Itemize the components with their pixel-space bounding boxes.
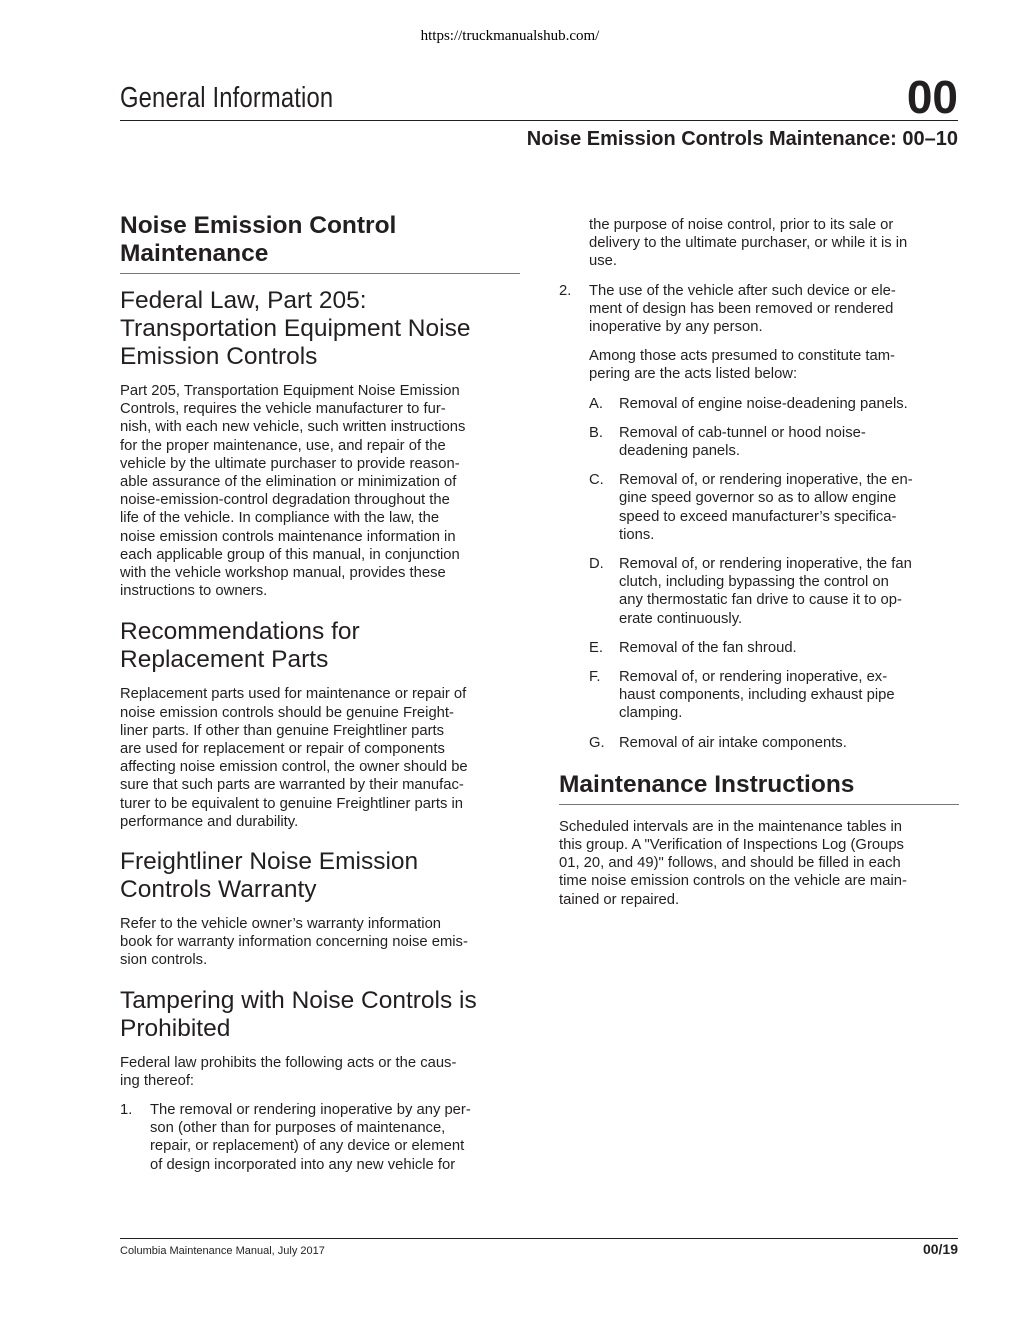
text-line: Scheduled intervals are in the maintenance tables in: [559, 818, 903, 835]
text-line: noise emission controls maintenance information in: [120, 528, 456, 545]
text-line: The use of the vehicle after such device or ele-: [589, 282, 896, 299]
text-line: clutch, including bypassing the control on: [619, 574, 889, 591]
tampering-acts-intro: [559, 347, 959, 383]
list-item: [589, 734, 959, 752]
main-heading-rule: [120, 273, 520, 274]
federal-law-heading: [120, 287, 520, 371]
list-marker: 1.: [120, 1102, 133, 1119]
text-line: instructions to owners.: [120, 583, 268, 600]
text-line: tained or repaired.: [559, 891, 680, 908]
text-line: any thermostatic fan drive to cause it to op-: [619, 592, 902, 609]
text-line: nish, with each new vehicle, such written instructions: [120, 419, 466, 436]
warranty-heading: [120, 848, 520, 904]
text-line: with the vehicle workshop manual, provides these: [120, 565, 446, 582]
section-title: General Information: [120, 82, 334, 114]
text-line: Replacement parts used for maintenance or repair of: [120, 686, 467, 703]
text-line: this group. A "Verification of Inspections Log (Groups: [559, 837, 904, 854]
list-marker: 2.: [559, 282, 572, 299]
list-item: [589, 639, 959, 657]
text-line: noise emission controls should be genuine Freight-: [120, 704, 454, 721]
list-marker: E.: [589, 639, 603, 656]
list-item: [589, 471, 959, 544]
text-line: inoperative by any person.: [589, 319, 763, 336]
list-item-text: [619, 668, 959, 723]
list-item-text: [619, 734, 959, 752]
text-line: for the proper maintenance, use, and repair of the: [120, 437, 446, 454]
text-line: Transportation Equipment Noise: [120, 315, 471, 342]
federal-law-body: [120, 382, 520, 600]
text-line: sure that such parts are warranted by their manufac-: [120, 777, 464, 794]
text-line: Removal of, or rendering inoperative, the en-: [619, 472, 913, 489]
tampering-body: [120, 1054, 520, 1090]
text-line: Tampering with Noise Controls is: [120, 986, 477, 1014]
main-heading: [120, 212, 520, 268]
text-line: speed to exceed manufacturer’s specifica-: [619, 508, 897, 525]
list-marker: A.: [589, 395, 603, 412]
text-line: performance and durability.: [120, 813, 299, 830]
text-line: son (other than for purposes of maintenance,: [150, 1120, 446, 1137]
text-line: Noise Emission Control: [120, 212, 397, 239]
left-column: [120, 212, 520, 1174]
text-line: gine speed governor so as to allow engine: [619, 490, 897, 507]
text-line: The removal or rendering inoperative by any per-: [150, 1102, 471, 1119]
maintenance-instructions-heading: Maintenance Instructions: [559, 770, 855, 798]
list-marker: D.: [589, 556, 604, 573]
header-rule: [120, 120, 958, 121]
list-item-text: [619, 424, 959, 460]
list-item-text: [150, 1101, 520, 1174]
text-line: Replacement Parts: [120, 646, 329, 674]
text-line: Federal Law, Part 205:: [120, 287, 367, 314]
source-url[interactable]: https://truckmanualshub.com/: [420, 28, 600, 44]
list-item-text: [619, 555, 959, 628]
text-line: turer to be equivalent to genuine Freightliner parts in: [120, 795, 464, 812]
text-line: Removal of cab-tunnel or hood noise-: [619, 424, 866, 441]
recommendations-heading: [120, 618, 520, 674]
text-line: repair, or replacement) of any device or element: [150, 1138, 465, 1155]
text-line: Freightliner Noise Emission: [120, 848, 419, 876]
list-marker: C.: [589, 472, 604, 489]
list-item: [589, 668, 959, 723]
text-line: time noise emission controls on the vehicle are main-: [559, 873, 907, 890]
text-line: Among those acts presumed to constitute tam-: [589, 348, 895, 365]
maintenance-instructions-body: [559, 818, 959, 909]
text-line: Removal of air intake components.: [619, 734, 847, 751]
text-line: able assurance of the elimination or minimization of: [120, 474, 457, 491]
list-item: [589, 424, 959, 460]
list-item-text: [619, 639, 959, 657]
text-line: pering are the acts listed below:: [589, 366, 798, 383]
text-line: Emission Controls: [120, 343, 318, 370]
text-line: Maintenance: [120, 240, 269, 267]
recommendations-body: [120, 685, 520, 831]
text-line: ment of design has been removed or rendered: [589, 300, 894, 317]
text-line: Removal of, or rendering inoperative, the fan: [619, 556, 912, 573]
text-line: Removal of, or rendering inoperative, ex-: [619, 669, 888, 686]
text-line: affecting noise emission control, the owner should be: [120, 759, 468, 776]
text-line: Prohibited: [120, 1014, 231, 1042]
list-item-continuation: [559, 216, 959, 271]
text-line: are used for replacement or repair of components: [120, 741, 445, 758]
text-line: Controls, requires the vehicle manufacturer to fur-: [120, 401, 446, 418]
text-line: life of the vehicle. In compliance with the law, the: [120, 510, 440, 527]
group-number: 00: [906, 71, 958, 123]
text-line: erate continuously.: [619, 610, 743, 627]
text-line: the purpose of noise control, prior to its sale or: [589, 217, 894, 233]
text-line: delivery to the ultimate purchaser, or while it is in: [589, 235, 908, 252]
list-item: [589, 395, 959, 413]
tampering-acts-list: [559, 395, 959, 752]
text-line: book for warranty information concerning noise emis-: [120, 934, 468, 951]
list-item-text: [589, 282, 959, 337]
text-line: noise-emission-control degradation throughout the: [120, 492, 450, 509]
list-marker: B.: [589, 424, 603, 441]
text-line: haust components, including exhaust pipe: [619, 687, 895, 704]
text-line: Part 205, Transportation Equipment Noise Emission: [120, 383, 460, 399]
text-line: tions.: [619, 526, 655, 543]
text-line: liner parts. If other than genuine Freightliner parts: [120, 722, 445, 739]
text-line: of design incorporated into any new vehicle for: [150, 1156, 456, 1173]
text-line: use.: [589, 253, 617, 270]
warranty-body: [120, 915, 520, 970]
text-line: ing thereof:: [120, 1072, 195, 1089]
text-line: Recommendations for: [120, 618, 360, 646]
text-line: Removal of engine noise-deadening panels.: [619, 395, 908, 412]
footer-rule: [120, 1238, 958, 1239]
manual-name: Columbia Maintenance Manual, July 2017: [120, 1245, 325, 1257]
text-line: sion controls.: [120, 952, 208, 969]
list-item: [559, 282, 959, 337]
text-line: Removal of the fan shroud.: [619, 639, 797, 656]
list-item: [120, 1101, 520, 1174]
list-item-text: [619, 395, 959, 413]
tampering-heading: [120, 987, 520, 1043]
list-item: [589, 555, 959, 628]
list-marker: F.: [589, 669, 601, 686]
list-marker: G.: [589, 734, 605, 751]
page-number: 00/19: [922, 1241, 958, 1257]
right-column: [559, 216, 959, 909]
text-line: vehicle by the ultimate purchaser to provide reason-: [120, 455, 460, 472]
text-line: Refer to the vehicle owner’s warranty information: [120, 916, 442, 933]
list-item-text: [619, 471, 959, 544]
text-line: Federal law prohibits the following acts or the caus-: [120, 1054, 457, 1071]
text-line: Controls Warranty: [120, 876, 317, 904]
maintenance-heading-rule: [559, 804, 959, 805]
text-line: each applicable group of this manual, in conjunction: [120, 546, 460, 563]
page-subtitle: Noise Emission Controls Maintenance: 00–10: [526, 128, 958, 150]
text-line: clamping.: [619, 705, 683, 722]
text-line: 01, 20, and 49)" follows, and should be filled in each: [559, 855, 901, 872]
text-line: deadening panels.: [619, 443, 740, 460]
